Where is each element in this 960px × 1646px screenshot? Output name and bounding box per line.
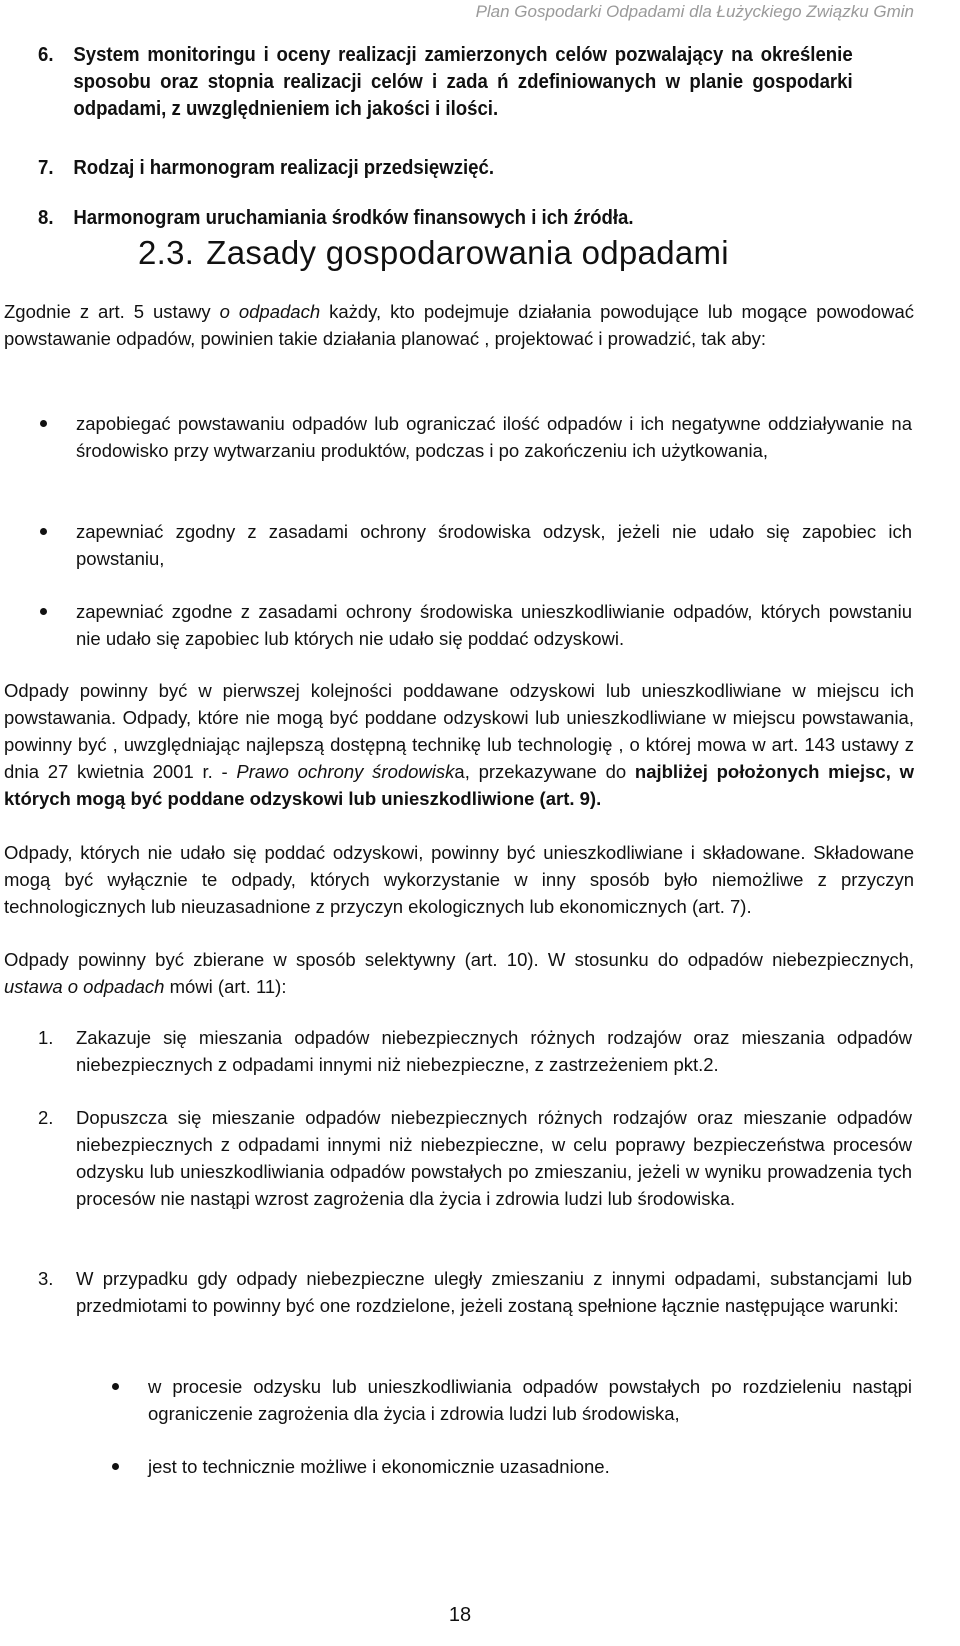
storage-paragraph: Odpady, których nie udało się poddać odzyskowi, powinny być unieszkodliwiane i składowane. Składowane mogą być wyłącznie te odpady, których wykorzystanie w inny sposób było niemożliwe z przyczyn technologicznych lub nieuzasadnione z przyczyn ekologicznych lub ekonomicznych (art. 7). — [4, 842, 914, 917]
section-title: Zasady gospodarowania odpadami — [206, 234, 729, 271]
intro-text-end: każdy, kto podejmuje działania powodujące lub mogące powodować powstawanie odpadów, powinien takie działania planować , projektować i prowadzić, tak aby: — [4, 301, 915, 349]
bullet-text: zapewniać zgodny z zasadami ochrony środowiska odzysk, jeżeli nie udało się zapobiec ich powstaniu, — [76, 521, 912, 569]
condition-item — [112, 1373, 912, 1427]
plan-item-text: Harmonogram uruchamiania środków finansowych i ich źródła. — [73, 207, 634, 229]
plan-item-number: 8. — [38, 207, 54, 229]
bullet-text: zapewniać zgodne z zasadami ochrony środowiska unieszkodliwianie odpadów, których powstaniu nie udało się zapobiec lub których nie udało się poddać odzyskowi. — [76, 601, 912, 649]
intro-paragraph — [4, 298, 914, 352]
bullet-text: zapobiegać powstawaniu odpadów lub ograniczać ilość odpadów i ich negatywne oddziaływanie na środowisko przy wytwarzaniu produktów, podczas i po zakończeniu ich użytkowania, — [76, 413, 912, 461]
condition-item — [112, 1453, 912, 1480]
recovery-italic: Prawo ochrony środowisk — [236, 761, 455, 782]
bullet-item — [40, 598, 912, 652]
section-heading — [138, 234, 729, 272]
bullet-dot-icon — [40, 420, 47, 427]
page-number: 18 — [448, 1604, 472, 1626]
bullet-item — [40, 410, 912, 464]
section-number: 2.3. — [138, 234, 195, 271]
plan-item-text: Rodzaj i harmonogram realizacji przedsięwzięć. — [73, 157, 495, 179]
plan-item-text: System monitoringu i oceny realizacji zamierzonych celów pozwalający na określenie sposobu oraz stopnia realizacji celów i zada ń zdefiniowanych w planie gospodarki odpadami, z uwzględnieniem ich jakości i ilości. — [73, 44, 853, 120]
rule-number: 1. — [38, 1027, 54, 1048]
rule-number: 3. — [38, 1268, 54, 1289]
plan-item-number: 6. — [38, 44, 54, 66]
bullet-dot-icon — [112, 1383, 119, 1390]
condition-text: w procesie odzysku lub unieszkodliwiania odpadów powstałych po rozdzieleniu nastąpi ograniczenie zagrożenia dla życia i zdrowia ludzi lub środowiska, — [148, 1376, 912, 1424]
rule-text: W przypadku gdy odpady niebezpieczne uległy zmieszaniu z innymi odpadami, substancjami lub przedmiotami to powinny być one rozdzielone, jeżeli zostaną spełnione łącznie następujące warunki: — [76, 1268, 912, 1316]
bullet-dot-icon — [112, 1463, 119, 1470]
rule-number: 2. — [38, 1107, 54, 1128]
plan-item-6 — [38, 42, 853, 123]
selective-italic: ustawa o odpadach — [4, 976, 165, 997]
bullet-dot-icon — [40, 608, 47, 615]
plan-item-number: 7. — [38, 157, 54, 179]
rule-text: Dopuszcza się mieszanie odpadów niebezpiecznych różnych rodzajów oraz mieszanie odpadów niebezpiecznych z odpadami innymi niż niebezpieczne, w celu poprawy bezpieczeństwa procesów odzysku lub unieszkodliwiania odpadów powstałych po zmieszaniu, jeżeli w wyniku prowadzenia tych procesów nie nastąpi wzrost zagrożenia dla życia i zdrowia ludzi lub środowiska. — [76, 1107, 912, 1209]
hazardous-rule-2 — [38, 1104, 912, 1212]
hazardous-rule-3 — [38, 1265, 912, 1319]
recovery-text-mid: a, przekazywane do — [454, 761, 635, 782]
plan-item-8 — [38, 205, 853, 232]
bullet-item — [40, 518, 912, 572]
condition-text: jest to technicznie możliwe i ekonomicznie uzasadnione. — [148, 1456, 610, 1477]
recovery-paragraph — [4, 677, 914, 812]
recovery-bold: najbliżej położonych miejsc, w których mogą być poddane odzyskowi lub unieszkodliwione (art. 9). — [4, 761, 914, 809]
bullet-dot-icon — [40, 528, 47, 535]
plan-item-7 — [38, 155, 853, 182]
recovery-text: Odpady powinny być w pierwszej kolejności poddawane odzyskowi lub unieszkodliwiane w miejscu ich powstawania. Odpady, które nie mogą być poddane odzyskowi lub unieszkodliwiane w miejscu powstawania, powinny być , uwzględniając najlepszą dostępną technikę lub technologię , o której mowa w art. 143 ustawy z dnia 27 kwietnia 2001 r. - — [4, 680, 914, 782]
rule-text: Zakazuje się mieszania odpadów niebezpiecznych różnych rodzajów oraz mieszania odpadów niebezpiecznych z odpadami innymi niż niebezpieczne, z zastrzeżeniem pkt.2. — [76, 1027, 912, 1075]
intro-italic: o odpadach — [219, 301, 321, 322]
intro-text: Zgodnie z art. 5 ustawy — [4, 301, 220, 322]
hazardous-rule-1 — [38, 1024, 912, 1078]
selective-paragraph — [4, 946, 914, 1000]
selective-text: Odpady powinny być zbierane w sposób selektywny (art. 10). W stosunku do odpadów niebezpiecznych, — [4, 949, 914, 970]
selective-text-end: mówi (art. 11): — [164, 976, 287, 997]
running-header: Plan Gospodarki Odpadami dla Łużyckiego Związku Gmin — [475, 2, 914, 21]
